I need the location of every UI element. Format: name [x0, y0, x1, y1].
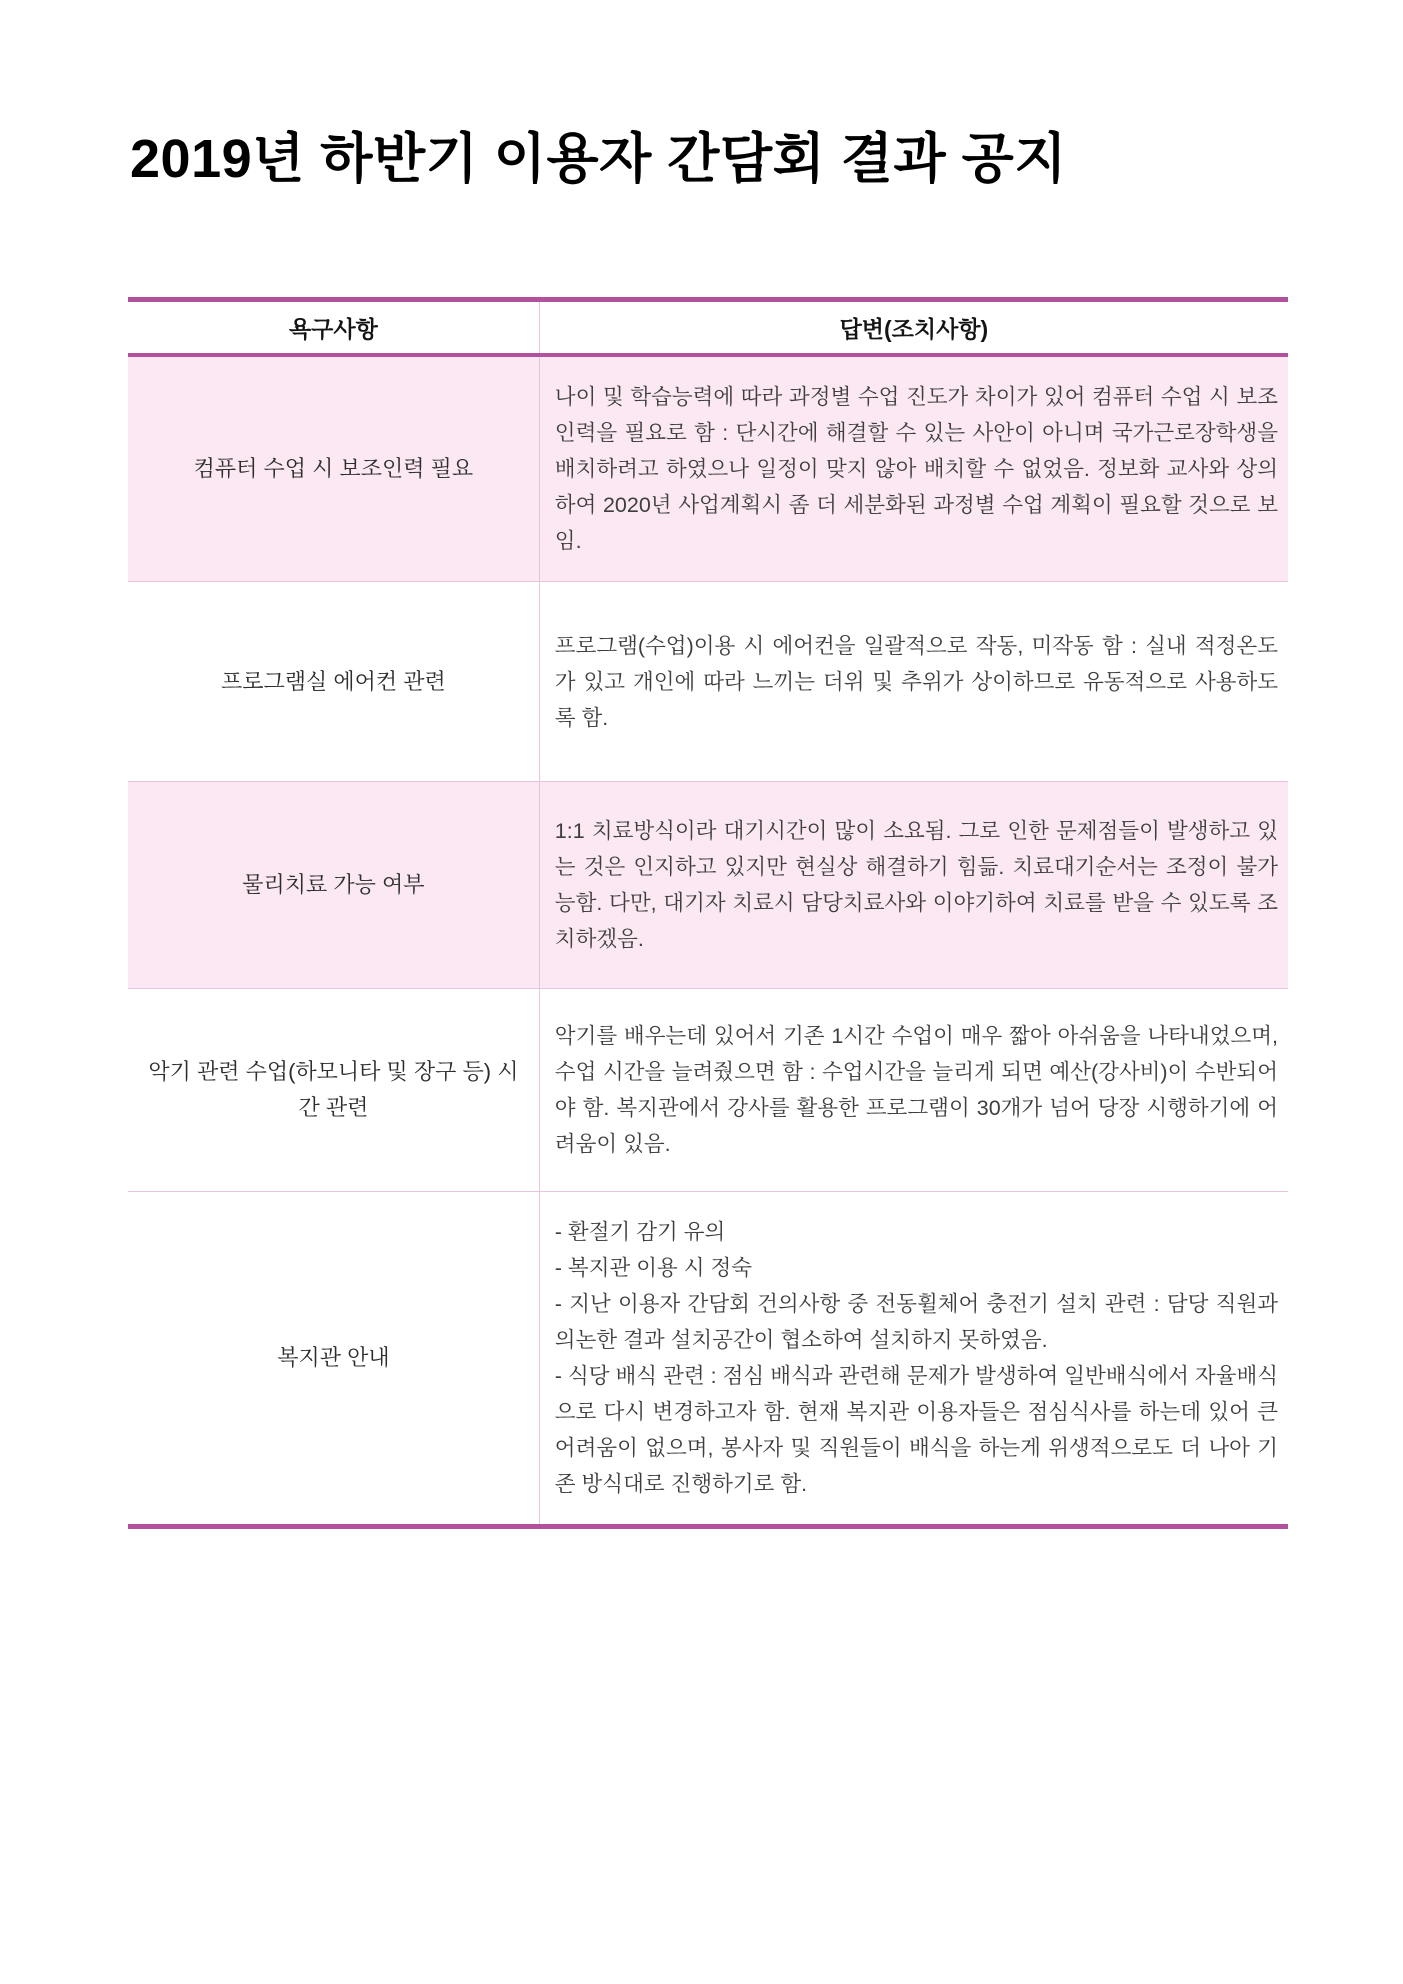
answer-cell	[540, 357, 1288, 581]
table-row	[128, 782, 1288, 989]
answer-paragraph: - 복지관 이용 시 정숙	[554, 1256, 753, 1280]
answer-paragraph: 1:1 치료방식이라 대기시간이 많이 소요됨. 그로 인한 문제점들이 발생하고 있는 것은 인지하고 있지만 현실상 해결하기 힘듦. 치료대기순서는 조정이 불가능함. 다만, 대기자 치료시 담당치료사와 이야기하여 치료를 받을 수 있도록 조치하겠음.	[554, 819, 1278, 951]
request-cell: 악기 관련 수업(하모니타 및 장구 등) 시간 관련	[128, 989, 540, 1191]
table-row	[128, 357, 1288, 582]
page-title: 2019년 하반기 이용자 간담회 결과 공지	[130, 129, 1067, 189]
table-row	[128, 989, 1288, 1192]
answer-cell	[540, 989, 1288, 1191]
answer-cell	[540, 582, 1288, 781]
request-cell: 물리치료 가능 여부	[128, 782, 540, 988]
request-cell: 복지관 안내	[128, 1192, 540, 1524]
table-row	[128, 582, 1288, 782]
answer-paragraph: - 식당 배식 관련 : 점심 배식과 관련해 문제가 발생하여 일반배식에서 자율배식으로 다시 변경하고자 함. 현재 복지관 이용자들은 점심식사를 하는데 있어 큰 어려움이 없으며, 봉사자 및 직원들이 배식을 하는게 위생적으로도 더 나아 기존 방식대로 진행하기로 함.	[554, 1364, 1278, 1496]
answer-paragraph: 프로그램(수업)이용 시 에어컨을 일괄적으로 작동, 미작동 함 : 실내 적정온도가 있고 개인에 따라 느끼는 더위 및 추위가 상이하므로 유동적으로 사용하도록 함.	[554, 633, 1278, 730]
table-header-row	[128, 302, 1288, 357]
answer-cell	[540, 782, 1288, 988]
request-cell: 프로그램실 에어컨 관련	[128, 582, 540, 781]
answer-cell	[540, 1192, 1288, 1524]
header-request-column: 욕구사항	[128, 302, 540, 353]
table-body	[128, 357, 1288, 1524]
answer-paragraph: 나이 및 학습능력에 따라 과정별 수업 진도가 차이가 있어 컴퓨터 수업 시 보조인력을 필요로 함 : 단시간에 해결할 수 있는 사안이 아니며 국가근로장학생을 배치하려고 하였으나 일정이 맞지 않아 배치할 수 없었음. 정보화 교사와 상의하여 2020년 사업계획시 좀 더 세분화된 과정별 수업 계획이 필요할 것으로 보임.	[554, 385, 1278, 553]
header-answer-column: 답변(조치사항)	[839, 316, 989, 342]
answer-paragraph: 악기를 배우는데 있어서 기존 1시간 수업이 매우 짧아 아쉬움을 나타내었으며, 수업 시간을 늘려줬으면 함 : 수업시간을 늘리게 되면 예산(강사비)이 수반되어야 함. 복지관에서 강사를 활용한 프로그램이 30개가 넘어 당장 시행하기에 어려움이 있음.	[554, 1024, 1278, 1156]
table-row	[128, 1192, 1288, 1524]
answer-paragraph: - 환절기 감기 유의	[554, 1220, 726, 1244]
request-cell: 컴퓨터 수업 시 보조인력 필요	[128, 357, 540, 581]
answer-paragraph: - 지난 이용자 간담회 건의사항 중 전동휠체어 충전기 설치 관련 : 담당 직원과 의논한 결과 설치공간이 협소하여 설치하지 못하였음.	[554, 1292, 1278, 1352]
results-table	[128, 297, 1288, 1529]
